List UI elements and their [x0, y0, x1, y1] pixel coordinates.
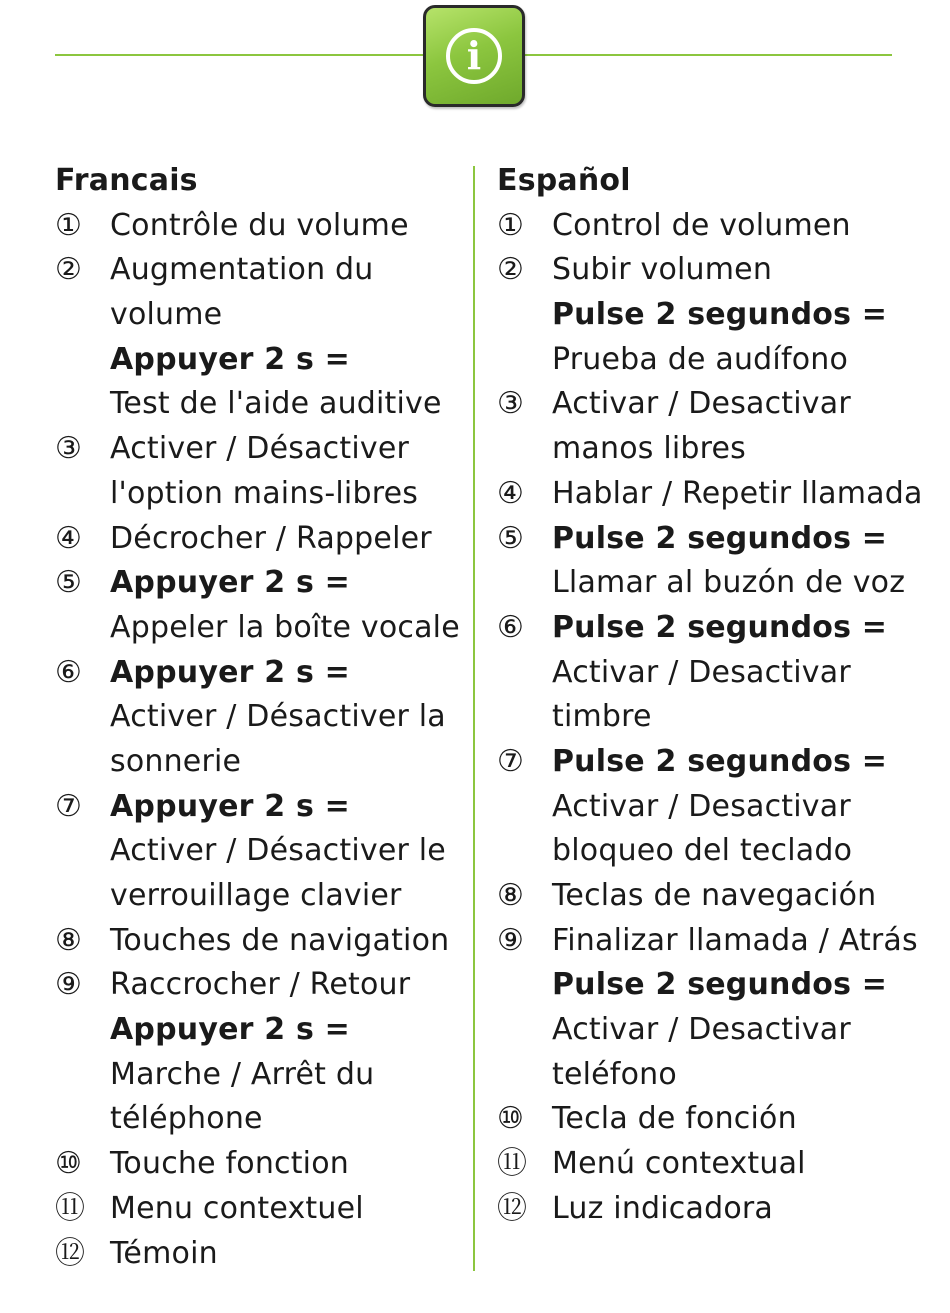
- item-instruction-line: Appuyer 2 s =: [110, 788, 351, 824]
- item-instruction-line: Pulse 2 segundos =: [552, 967, 888, 1003]
- item-text-line: manos libres: [552, 431, 747, 467]
- item-number: ②: [497, 252, 523, 288]
- item-number: ⑥: [497, 609, 523, 645]
- item-text-line: Test de l'aide auditive: [110, 386, 442, 422]
- item-number: ③: [55, 431, 81, 467]
- item-text-line: téléphone: [110, 1101, 263, 1137]
- item-list: [55, 204, 465, 1277]
- item-text: [110, 248, 465, 427]
- item-text-line: Hablar / Repetir llamada: [552, 475, 923, 511]
- item-text-line: Teclas de navegación: [552, 878, 877, 914]
- item-text-line: Appeler la boîte vocale: [110, 609, 460, 645]
- list-item: [55, 1142, 465, 1187]
- item-text-line: Marche / Arrêt du: [110, 1056, 375, 1092]
- item-text-line: Menú contextual: [552, 1146, 806, 1182]
- item-text-line: Llamar al buzón de voz: [552, 565, 906, 601]
- item-instruction-line: Appuyer 2 s =: [110, 565, 351, 601]
- item-number: ①: [497, 207, 523, 243]
- item-text: [552, 606, 937, 740]
- item-instruction-line: Pulse 2 segundos =: [552, 743, 888, 779]
- item-text: [552, 1142, 937, 1187]
- item-text-line: Tecla de fonción: [552, 1101, 797, 1137]
- list-item: [497, 472, 937, 517]
- item-text-line: volume: [110, 297, 223, 333]
- item-number: ②: [55, 252, 81, 288]
- list-item: [55, 248, 465, 427]
- item-text-line: Activer / Désactiver le: [110, 833, 446, 869]
- item-text-line: timbre: [552, 699, 652, 735]
- item-text-line: bloqueo del teclado: [552, 833, 853, 869]
- item-text-line: Contrôle du volume: [110, 207, 409, 243]
- list-item: [55, 919, 465, 964]
- list-item: [55, 785, 465, 919]
- item-text: [110, 651, 465, 785]
- list-item: [55, 204, 465, 249]
- item-list: [497, 204, 937, 1232]
- list-item: [55, 963, 465, 1142]
- item-text: [552, 874, 937, 919]
- column-title-espanol: Español: [497, 163, 631, 198]
- list-item: [55, 1187, 465, 1232]
- list-item: [497, 1187, 937, 1232]
- list-item: [497, 874, 937, 919]
- item-number: ③: [497, 386, 523, 422]
- item-number: ①: [55, 207, 81, 243]
- list-item: [497, 606, 937, 740]
- item-instruction-line: Pulse 2 segundos =: [552, 520, 888, 556]
- item-number: ⑤: [55, 565, 81, 601]
- list-item: [497, 1097, 937, 1142]
- item-number: ⑤: [497, 520, 523, 556]
- item-number: ⑨: [497, 922, 523, 958]
- item-number: ⑩: [497, 1101, 523, 1137]
- item-text-line: Menu contextuel: [110, 1190, 364, 1226]
- item-instruction-line: Pulse 2 segundos =: [552, 609, 888, 645]
- item-text: [110, 963, 465, 1142]
- item-number: ⑨: [55, 967, 81, 1003]
- list-item: [497, 248, 937, 382]
- info-glyph: i: [446, 28, 502, 84]
- list-item: [55, 561, 465, 650]
- item-text: [110, 427, 465, 516]
- list-item: [55, 517, 465, 562]
- column-espanol: [497, 159, 937, 1232]
- item-number: ④: [497, 475, 523, 511]
- item-text-line: verrouillage clavier: [110, 878, 402, 914]
- list-item: [497, 382, 937, 471]
- item-number: ⑫: [497, 1190, 526, 1226]
- item-text: [552, 1097, 937, 1142]
- column-title-francais: Francais: [55, 163, 198, 198]
- item-text: [552, 517, 937, 606]
- list-item: [497, 1142, 937, 1187]
- item-text-line: Raccrocher / Retour: [110, 967, 411, 1003]
- item-text-line: teléfono: [552, 1056, 677, 1092]
- item-number: ⑩: [55, 1146, 81, 1182]
- item-text: [552, 472, 937, 517]
- item-text-line: Décrocher / Rappeler: [110, 520, 432, 556]
- item-number: ⑧: [55, 922, 81, 958]
- item-text: [552, 248, 937, 382]
- item-text: [552, 204, 937, 249]
- item-text-line: Subir volumen: [552, 252, 773, 288]
- item-text: [110, 1187, 465, 1232]
- item-text-line: Augmentation du: [110, 252, 374, 288]
- list-item: [497, 517, 937, 606]
- item-text-line: Prueba de audífono: [552, 341, 849, 377]
- item-text-line: Touche fonction: [110, 1146, 349, 1182]
- list-item: [497, 204, 937, 249]
- item-number: ④: [55, 520, 81, 556]
- item-text-line: Touches de navigation: [110, 922, 450, 958]
- column-francais: [55, 159, 465, 1276]
- item-text: [110, 561, 465, 650]
- info-icon: [423, 5, 525, 107]
- item-text-line: Finalizar llamada / Atrás: [552, 922, 918, 958]
- item-number: ⑪: [497, 1146, 526, 1182]
- item-text-line: sonnerie: [110, 743, 242, 779]
- item-instruction-line: Appuyer 2 s =: [110, 341, 351, 377]
- item-text: [552, 1187, 937, 1232]
- item-text-line: Activar / Desactivar: [552, 1012, 851, 1048]
- item-text-line: Témoin: [110, 1235, 218, 1271]
- item-number: ⑦: [55, 788, 81, 824]
- item-text-line: Activer / Désactiver: [110, 431, 410, 467]
- item-instruction-line: Appuyer 2 s =: [110, 1012, 351, 1048]
- item-number: ⑥: [55, 654, 81, 690]
- item-text-line: Activar / Desactivar: [552, 386, 851, 422]
- item-number: ⑦: [497, 743, 523, 779]
- item-text: [110, 204, 465, 249]
- item-text-line: Activar / Desactivar: [552, 654, 851, 690]
- item-text: [552, 740, 937, 874]
- item-text-line: Activer / Désactiver la: [110, 699, 446, 735]
- item-text: [110, 1142, 465, 1187]
- item-text: [110, 517, 465, 562]
- list-item: [55, 1232, 465, 1277]
- list-item: [497, 740, 937, 874]
- item-number: ⑫: [55, 1235, 84, 1271]
- item-text: [110, 1232, 465, 1277]
- item-number: ⑪: [55, 1190, 84, 1226]
- item-text: [552, 919, 937, 1098]
- item-instruction-line: Appuyer 2 s =: [110, 654, 351, 690]
- item-text-line: Luz indicadora: [552, 1190, 774, 1226]
- list-item: [55, 427, 465, 516]
- item-text: [110, 785, 465, 919]
- item-number: ⑧: [497, 878, 523, 914]
- item-text-line: Control de volumen: [552, 207, 851, 243]
- list-item: [497, 919, 937, 1098]
- list-item: [55, 651, 465, 785]
- item-text: [110, 919, 465, 964]
- item-text: [552, 382, 937, 471]
- item-instruction-line: Pulse 2 segundos =: [552, 297, 888, 333]
- column-divider: [473, 166, 475, 1271]
- item-text-line: Activar / Desactivar: [552, 788, 851, 824]
- item-text-line: l'option mains-libres: [110, 475, 419, 511]
